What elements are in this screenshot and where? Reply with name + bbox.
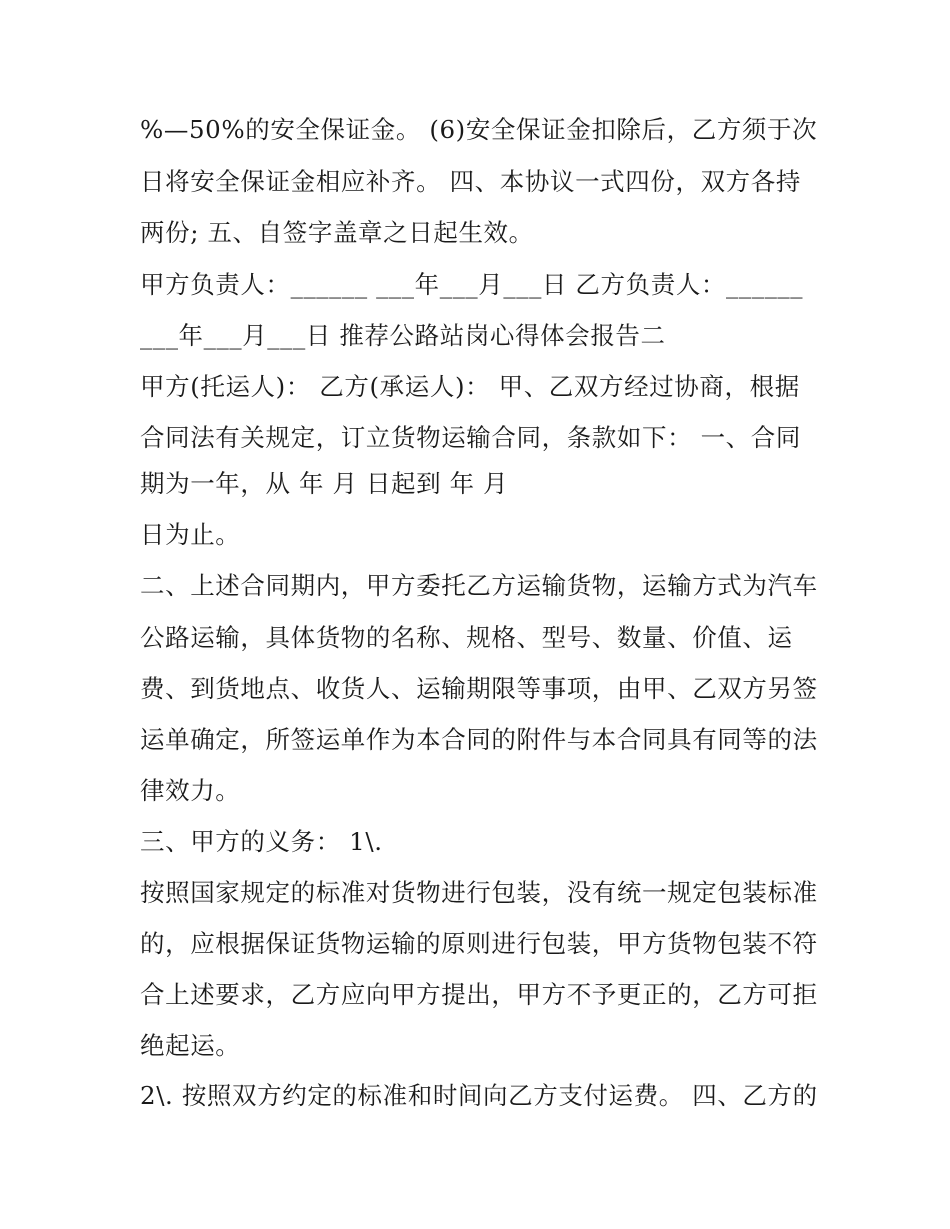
text-line: 两份; 五、自签字盖章之日起生效。 (140, 218, 534, 247)
text-line: 运单确定，所签运单作为本合同的附件与本合同具有同等的法 (140, 725, 818, 754)
text-line: 日将安全保证金相应补齐。 四、本协议一式四份，双方各持 (140, 167, 801, 196)
text-line: 合上述要求，乙方应向甲方提出，甲方不予更正的，乙方可拒 (140, 980, 818, 1009)
text-line: 三、甲方的义务： 1\. (140, 827, 383, 856)
text-line: 按照国家规定的标准对货物进行包装，没有统一规定包装标准 (140, 878, 818, 907)
text-line: 合同法有关规定，订立货物运输合同，条款如下： 一、合同 (140, 423, 801, 452)
text-line: 二、上述合同期内，甲方委托乙方运输货物，运输方式为汽车 (140, 571, 818, 600)
text-line: 期为一年，从 年 月 日起到 年 月 (140, 469, 509, 498)
text-line: ___年___月___日 推荐公路站岗心得体会报告二 (140, 321, 666, 350)
text-line: 2\. 按照双方约定的标准和时间向乙方支付运费。 四、乙方的 (140, 1081, 818, 1110)
text-line: 日为止。 (140, 520, 241, 549)
text-line: 费、到货地点、收货人、运输期限等事项，由甲、乙双方另签 (140, 674, 818, 703)
text-line: 甲方负责人：______ ___年___月___日 乙方负责人：______ (140, 270, 804, 299)
text-line: %—50%的安全保证金。 (6)安全保证金扣除后，乙方须于次 (140, 115, 818, 144)
text-line: 绝起运。 (140, 1031, 241, 1060)
text-line: 甲方(托运人)： 乙方(承运人)： 甲、乙双方经过协商，根据 (140, 372, 800, 401)
text-line: 律效力。 (140, 776, 241, 805)
text-line: 的，应根据保证货物运输的原则进行包装，甲方货物包装不符 (140, 929, 818, 958)
text-line: 公路运输，具体货物的名称、规格、型号、数量、价值、运 (140, 623, 793, 652)
